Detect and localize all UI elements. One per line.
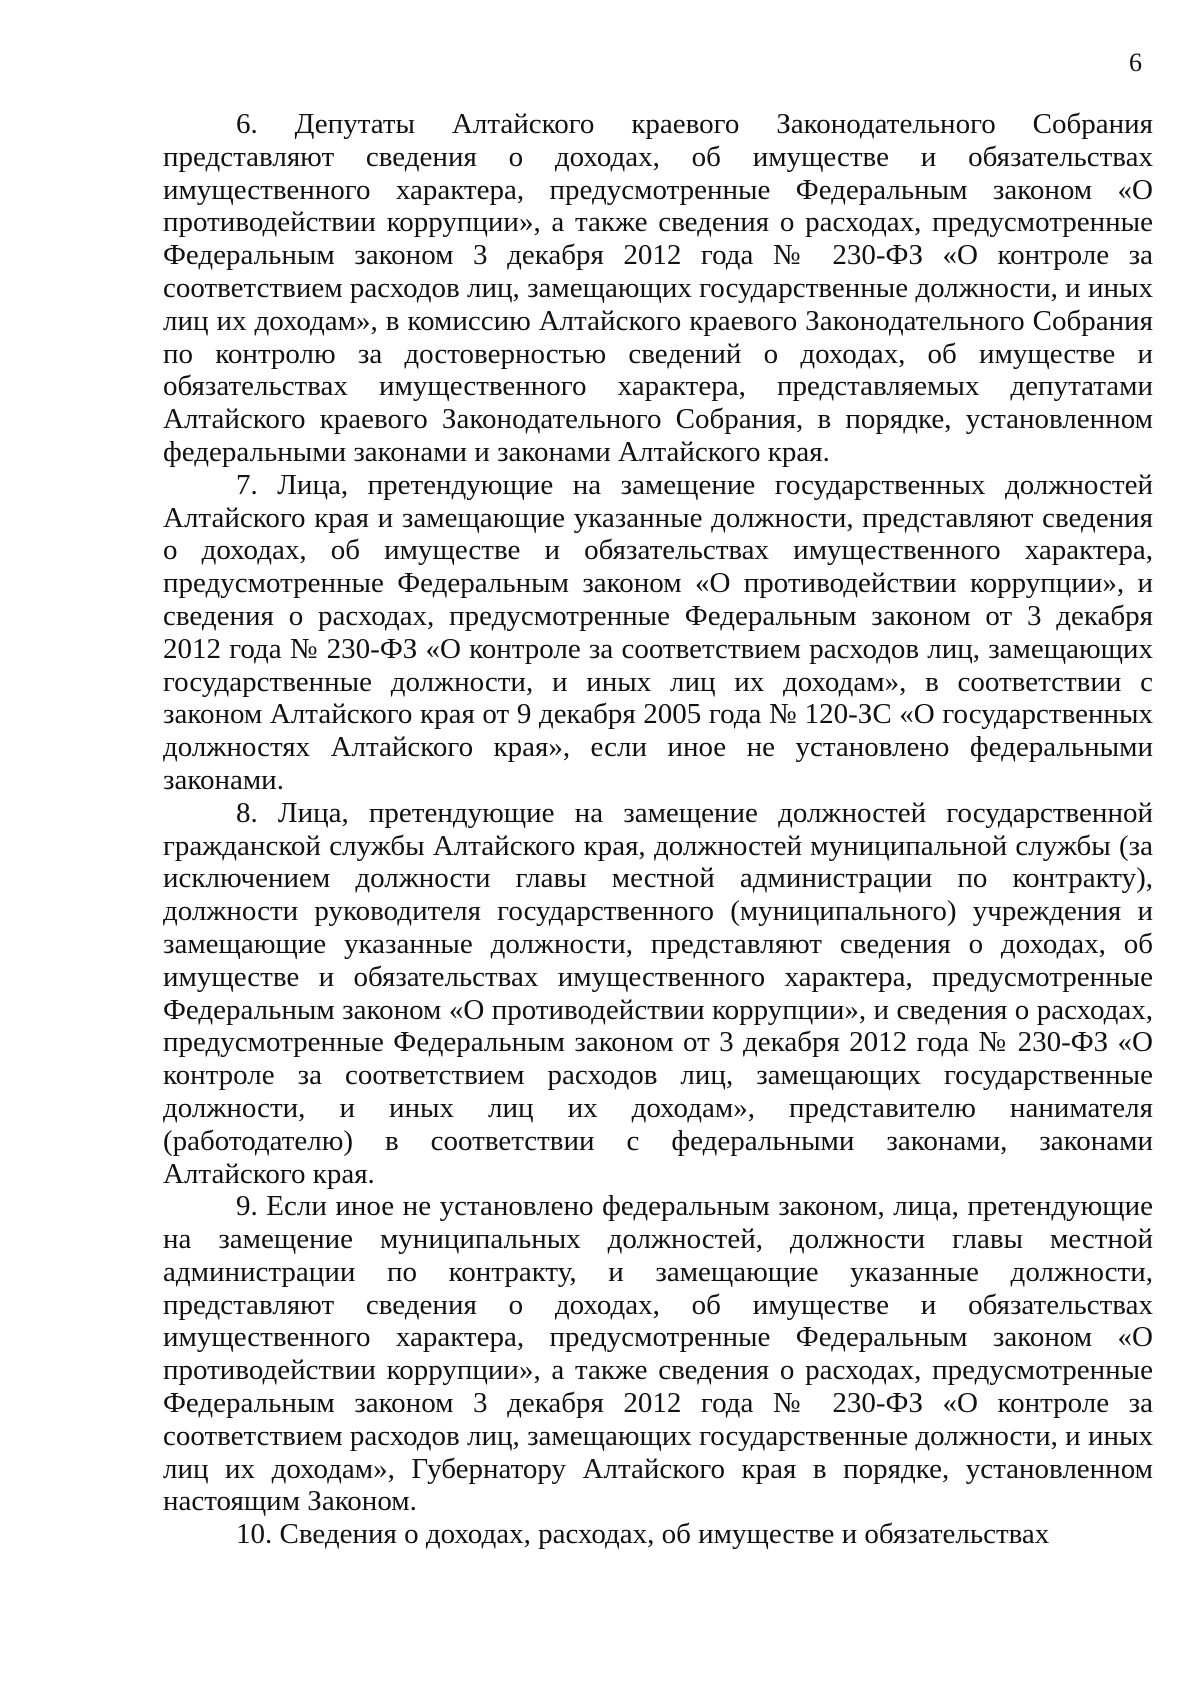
paragraph-7: 7. Лица, претендующие на замещение государственных должностей Алтайского края и замещающие указанные должности, представляют сведения о доходах, об имуществе и обязательствах имущественного характера, предусмотренные Федеральным законом «О противодействии коррупции», и сведения о расходах, предусмотренные Федеральным законом от 3 декабря 2012 года № 230-ФЗ «О контроле за соответствием расходов лиц, замещающих государственные должности, и иных лиц их доходам», в соответствии с законом Алтайского края от 9 декабря 2005 года № 120-ЗС «О государственных должностях Алтайского края», если иное не установлено федеральными законами. bbox=[163, 468, 1153, 796]
document-body bbox=[163, 108, 1153, 1551]
paragraph-9: 9. Если иное не установлено федеральным законом, лица, претендующие на замещение муниципальных должностей, должности главы местной администрации по контракту, и замещающие указанные должности, представляют сведения о доходах, об имуществе и обязательствах имущественного характера, предусмотренные Федеральным законом «О противодействии коррупции», а также сведения о расходах, предусмотренные Федеральным законом 3 декабря 2012 года № 230-ФЗ «О контроле за соответствием расходов лиц, замещающих государственные должности, и иных лиц их доходам», Губернатору Алтайского края в порядке, установленном настоящим Законом. bbox=[163, 1190, 1153, 1518]
page-number: 6 bbox=[1129, 48, 1142, 77]
paragraph-10: 10. Сведения о доходах, расходах, об имуществе и обязательствах bbox=[236, 1518, 1050, 1551]
paragraph-8: 8. Лица, претендующие на замещение должностей государственной гражданской службы Алтайского края, должностей муниципальной службы (за исключением должности главы местной администрации по контракту), должности руководителя государственного (муниципального) учреждения и замещающие указанные должности, представляют сведения о доходах, об имуществе и обязательствах имущественного характера, предусмотренные Федеральным законом «О противодействии коррупции», и сведения о расходах, предусмотренные Федеральным законом от 3 декабря 2012 года № 230-ФЗ «О контроле за соответствием расходов лиц, замещающих государственные должности, и иных лиц их доходам», представителю нанимателя (работодателю) в соответствии с федеральными законами, законами Алтайского края. bbox=[163, 796, 1153, 1190]
paragraph-6: 6. Депутаты Алтайского краевого Законодательного Собрания представляют сведения о доходах, об имуществе и обязательствах имущественного характера, предусмотренные Федеральным законом «О противодействии коррупции», а также сведения о расходах, предусмотренные Федеральным законом 3 декабря 2012 года № 230-ФЗ «О контроле за соответствием расходов лиц, замещающих государственные должности, и иных лиц их доходам», в комиссию Алтайского краевого Законодательного Собрания по контролю за достоверностью сведений о доходах, об имуществе и обязательствах имущественного характера, представляемых депутатами Алтайского краевого Законодательного Собрания, в порядке, установленном федеральными законами и законами Алтайского края. bbox=[163, 108, 1153, 468]
